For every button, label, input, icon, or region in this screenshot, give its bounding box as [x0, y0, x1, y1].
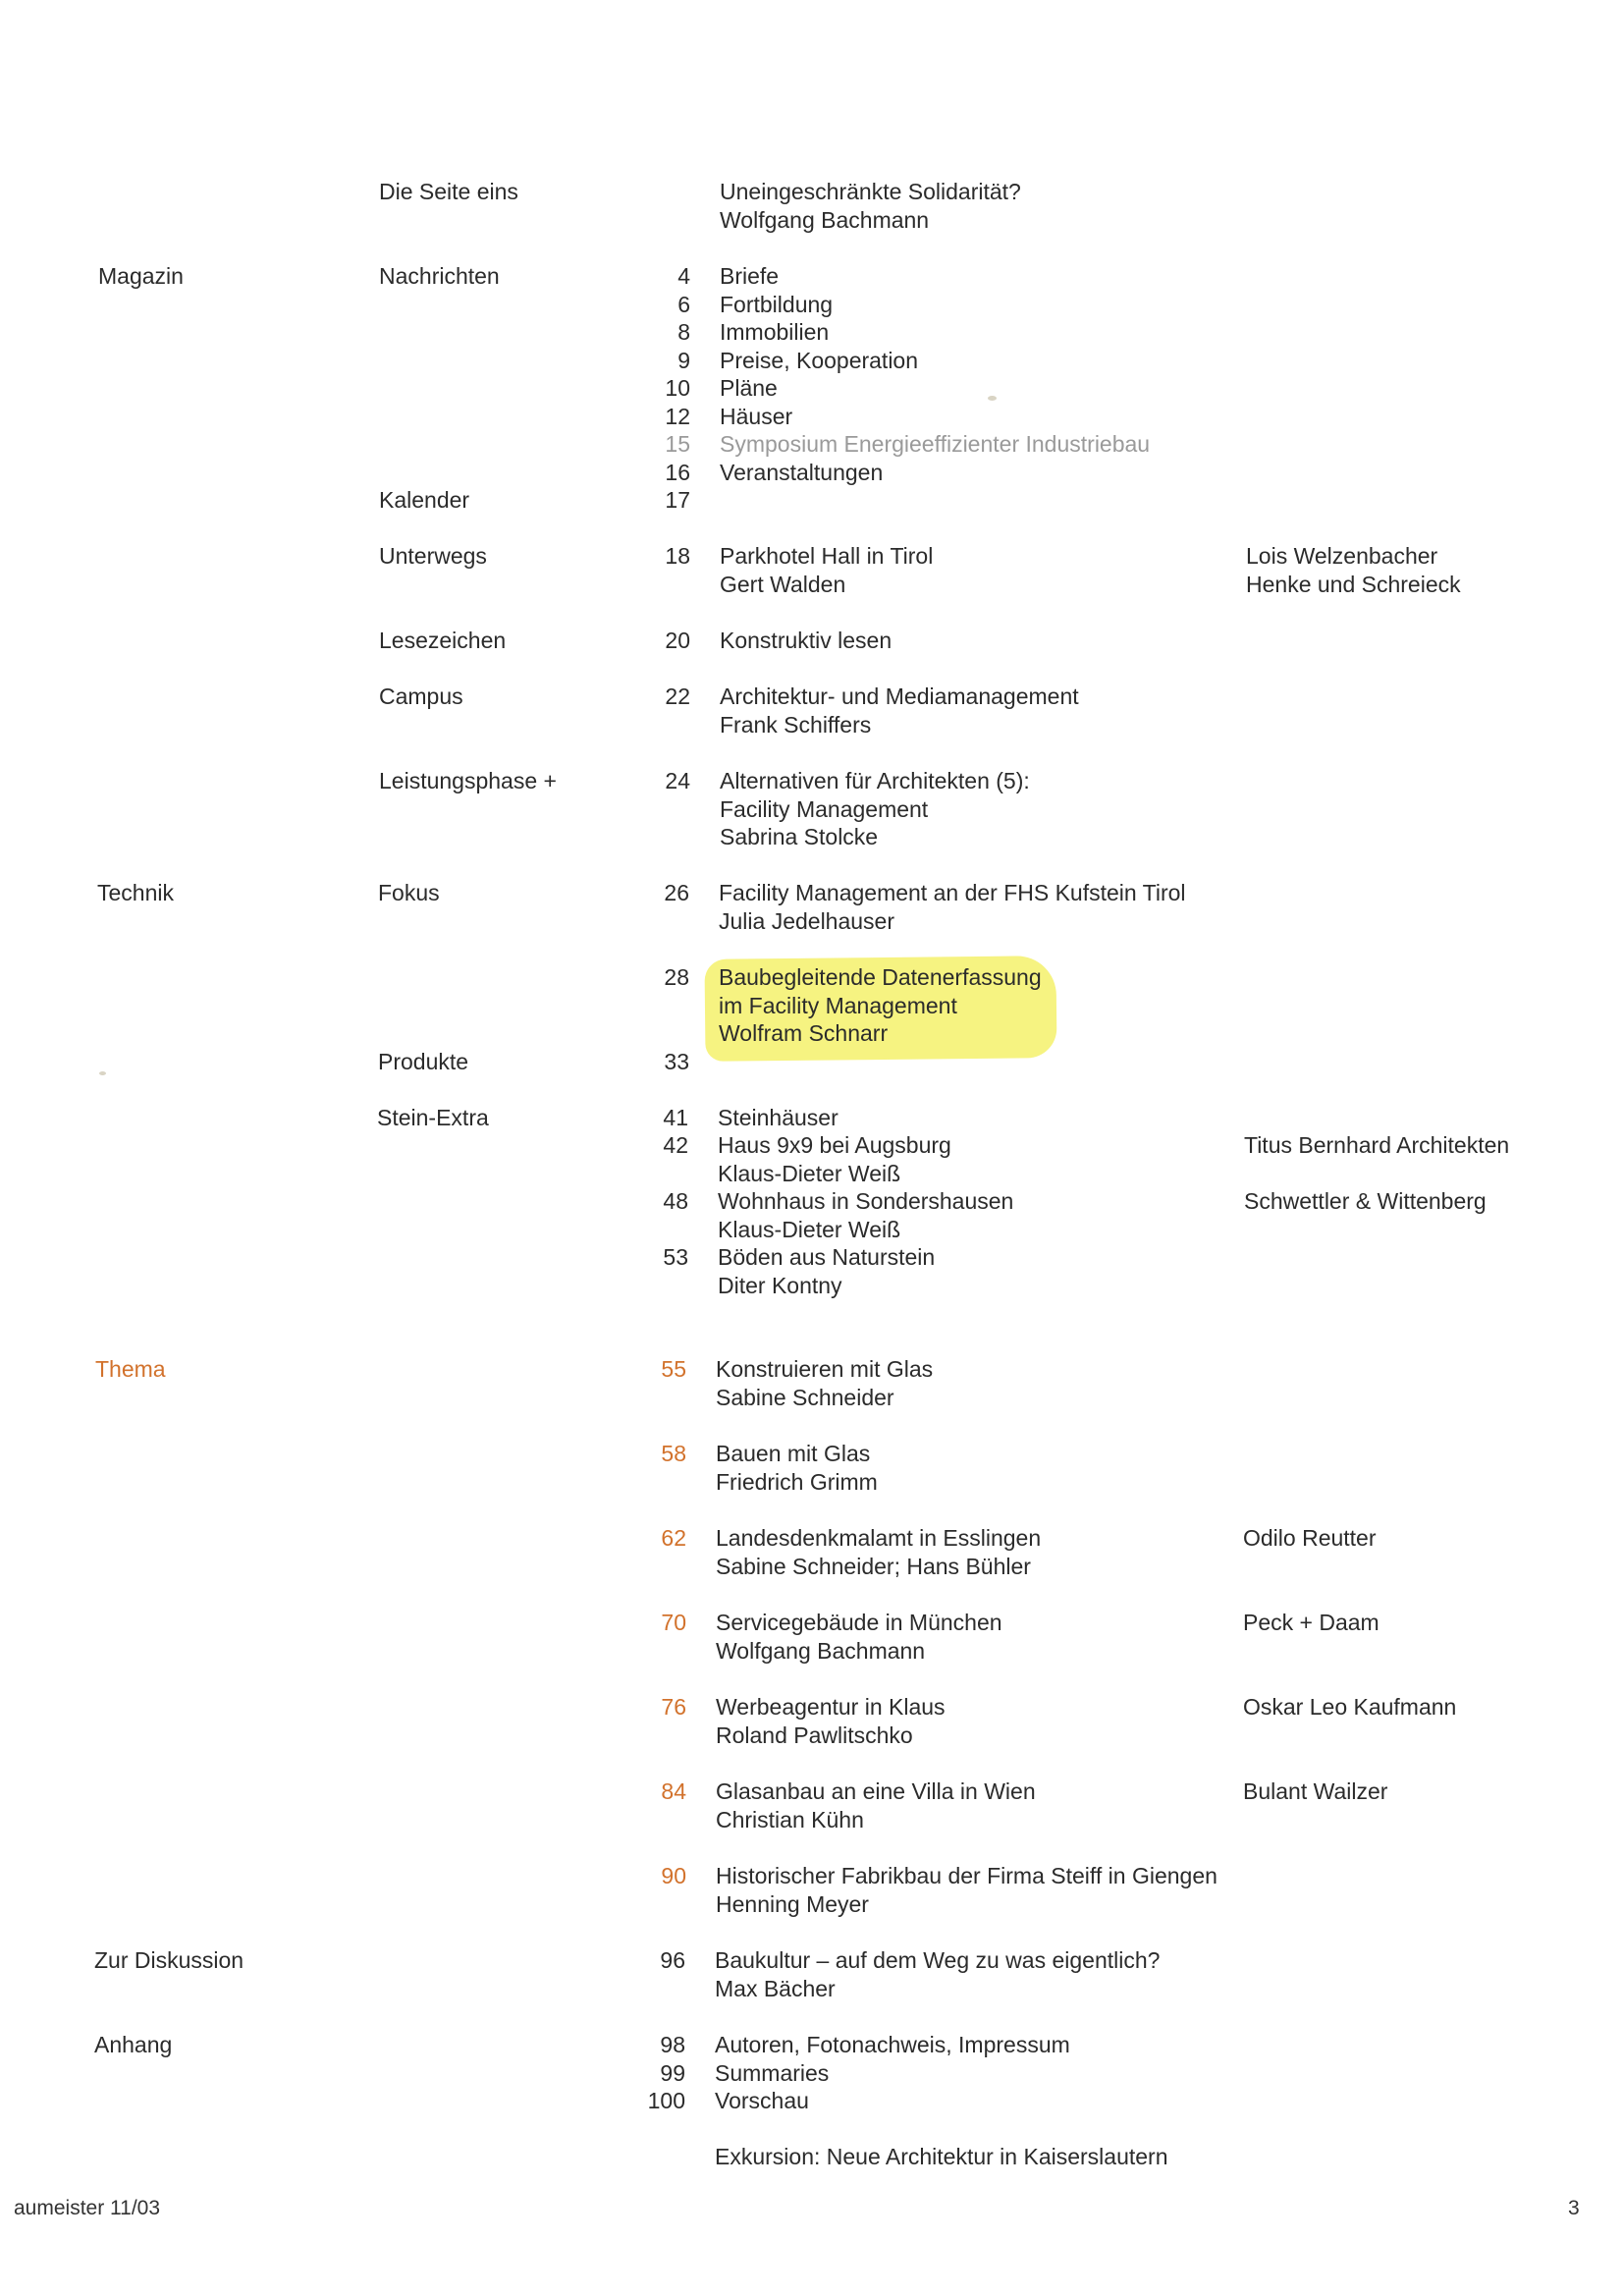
section-diskussion: Zur Diskussion: [94, 1947, 244, 1973]
toc-entry-author-highlighted: Wolfram Schnarr: [719, 1020, 889, 1046]
toc-page-number: 76: [661, 1694, 686, 1720]
toc-page-number: 20: [665, 628, 690, 653]
toc-entry-author: Friedrich Grimm: [716, 1469, 878, 1495]
toc-page-number: 28: [664, 964, 689, 990]
toc-entry-title: Steinhäuser: [718, 1105, 839, 1130]
toc-page-number: 12: [665, 404, 690, 429]
toc-entry-title: Historischer Fabrikbau der Firma Steiff in Giengen: [716, 1863, 1217, 1888]
subsection-leistungsphase: Leistungsphase +: [379, 768, 557, 793]
toc-entry-title: Symposium Energieeffizienter Industriebau: [720, 431, 1151, 457]
toc-entry-title: Immobilien: [720, 319, 830, 345]
toc-entry-author: Roland Pawlitschko: [716, 1722, 913, 1748]
toc-page-number: 48: [663, 1188, 688, 1214]
toc-page-number: 16: [665, 460, 690, 485]
toc-entry-title: Preise, Kooperation: [720, 348, 919, 373]
subsection-campus: Campus: [379, 683, 463, 709]
section-thema: Thema: [95, 1356, 166, 1382]
toc-entry-author: Wolfgang Bachmann: [716, 1638, 926, 1664]
toc-page-number: 6: [677, 292, 690, 317]
footer-issue-label: aumeister 11/03: [14, 2197, 161, 2219]
toc-entry-title: Vorschau: [715, 2088, 809, 2113]
toc-entry-title: Glasanbau an eine Villa in Wien: [716, 1778, 1036, 1804]
subsection-kalender: Kalender: [379, 487, 470, 513]
toc-entry-author: Sabine Schneider: [716, 1385, 894, 1410]
subsection-fokus: Fokus: [378, 880, 440, 905]
toc-page-number: 22: [665, 683, 690, 709]
toc-entry-title: Werbeagentur in Klaus: [716, 1694, 946, 1720]
toc-entry-title: Pläne: [720, 375, 778, 401]
exkursion-note: Exkursion: Neue Architektur in Kaiserslautern: [715, 2144, 1168, 2169]
toc-page-number: 90: [661, 1863, 686, 1888]
toc-entry-author: Christian Kühn: [716, 1807, 864, 1832]
toc-entry-title: Wohnhaus in Sondershausen: [718, 1188, 1014, 1214]
toc-entry-title: Summaries: [715, 2060, 830, 2086]
toc-entry-title-highlighted: Baubegleitende Datenerfassung: [719, 964, 1042, 990]
toc-entry-architect: Schwettler & Wittenberg: [1244, 1188, 1487, 1214]
toc-page-number: 8: [677, 319, 690, 345]
toc-page-number: 18: [665, 543, 690, 569]
toc-entry-subtitle: Facility Management: [720, 796, 929, 822]
toc-page-number: 33: [664, 1049, 689, 1074]
toc-entry-title: Servicegebäude in München: [716, 1610, 1002, 1635]
subsection-stein-extra: Stein-Extra: [377, 1105, 489, 1130]
toc-entry-author: Julia Jedelhauser: [719, 908, 895, 934]
toc-entry-architect: Henke und Schreieck: [1246, 572, 1461, 597]
toc-page-number: 26: [664, 880, 689, 905]
toc-entry-author: Gert Walden: [720, 572, 846, 597]
toc-page-number: 15: [665, 431, 690, 457]
toc-entry-title: Häuser: [720, 404, 793, 429]
toc-page-number: 4: [677, 263, 690, 289]
toc-entry-author: Klaus-Dieter Weiß: [718, 1161, 901, 1186]
toc-page-number: 70: [661, 1610, 686, 1635]
toc-page-number: 53: [663, 1244, 688, 1270]
toc-page-number: 100: [647, 2088, 685, 2113]
toc-page-number: 42: [663, 1132, 688, 1158]
toc-page-number: 58: [661, 1441, 686, 1466]
toc-page-number: 62: [661, 1525, 686, 1551]
toc-page-number: 99: [660, 2060, 685, 2086]
toc-entry-architect: Lois Welzenbacher: [1246, 543, 1438, 569]
toc-page-number: 10: [665, 375, 690, 401]
toc-entry-architect: Peck + Daam: [1243, 1610, 1380, 1635]
seite-eins-author: Wolfgang Bachmann: [720, 207, 930, 233]
toc-entry-title: Konstruktiv lesen: [720, 628, 893, 653]
toc-entry-title: Facility Management an der FHS Kufstein Tirol: [719, 880, 1186, 905]
toc-entry-title: Bauen mit Glas: [716, 1441, 871, 1466]
toc-entry-title: Baukultur – auf dem Weg zu was eigentlich?: [715, 1947, 1161, 1973]
toc-page-number: 24: [665, 768, 690, 793]
toc-entry-architect: Titus Bernhard Architekten: [1244, 1132, 1510, 1158]
toc-entry-title: Briefe: [720, 263, 780, 289]
toc-entry-title: Böden aus Naturstein: [718, 1244, 936, 1270]
subsection-unterwegs: Unterwegs: [379, 543, 487, 569]
toc-entry-title: Landesdenkmalamt in Esslingen: [716, 1525, 1042, 1551]
toc-entry-author: Max Bächer: [715, 1976, 836, 2001]
scan-speck: [988, 396, 997, 401]
toc-entry-title: Fortbildung: [720, 292, 834, 317]
toc-page-number: 9: [677, 348, 690, 373]
section-anhang: Anhang: [94, 2032, 173, 2057]
toc-entry-subtitle-highlighted: im Facility Management: [719, 993, 957, 1018]
seite-eins-label: Die Seite eins: [379, 179, 518, 204]
toc-entry-author: Sabine Schneider; Hans Bühler: [716, 1554, 1031, 1579]
footer-page-number: 3: [1568, 2197, 1580, 2219]
toc-entry-author: Frank Schiffers: [720, 712, 872, 738]
toc-entry-title: Autoren, Fotonachweis, Impressum: [715, 2032, 1070, 2057]
toc-entry-title: Architektur- und Mediamanagement: [720, 683, 1079, 709]
subsection-nachrichten: Nachrichten: [379, 263, 500, 289]
toc-entry-author: Henning Meyer: [716, 1891, 869, 1917]
subsection-lesezeichen: Lesezeichen: [379, 628, 507, 653]
seite-eins-title: Uneingeschränkte Solidarität?: [720, 179, 1021, 204]
toc-entry-title: Veranstaltungen: [720, 460, 884, 485]
scan-speck: [99, 1071, 106, 1075]
toc-page-number: 84: [661, 1778, 686, 1804]
toc-page-number: 98: [660, 2032, 685, 2057]
toc-entry-author: Klaus-Dieter Weiß: [718, 1217, 901, 1242]
toc-entry-title: Alternativen für Architekten (5):: [720, 768, 1030, 793]
section-technik: Technik: [97, 880, 174, 905]
toc-entry-title: Konstruieren mit Glas: [716, 1356, 934, 1382]
toc-page-number: 96: [660, 1947, 685, 1973]
subsection-produkte: Produkte: [378, 1049, 469, 1074]
toc-entry-architect: Oskar Leo Kaufmann: [1243, 1694, 1457, 1720]
toc-entry-author: Sabrina Stolcke: [720, 824, 879, 849]
toc-entry-architect: Bulant Wailzer: [1243, 1778, 1388, 1804]
toc-entry-architect: Odilo Reutter: [1243, 1525, 1377, 1551]
section-magazin: Magazin: [98, 263, 184, 289]
toc-entry-title: Parkhotel Hall in Tirol: [720, 543, 934, 569]
toc-page-number: 17: [665, 487, 690, 513]
toc-page-number: 41: [663, 1105, 688, 1130]
toc-page-number: 55: [661, 1356, 686, 1382]
toc-entry-author: Diter Kontny: [718, 1273, 842, 1298]
toc-entry-title: Haus 9x9 bei Augsburg: [718, 1132, 951, 1158]
